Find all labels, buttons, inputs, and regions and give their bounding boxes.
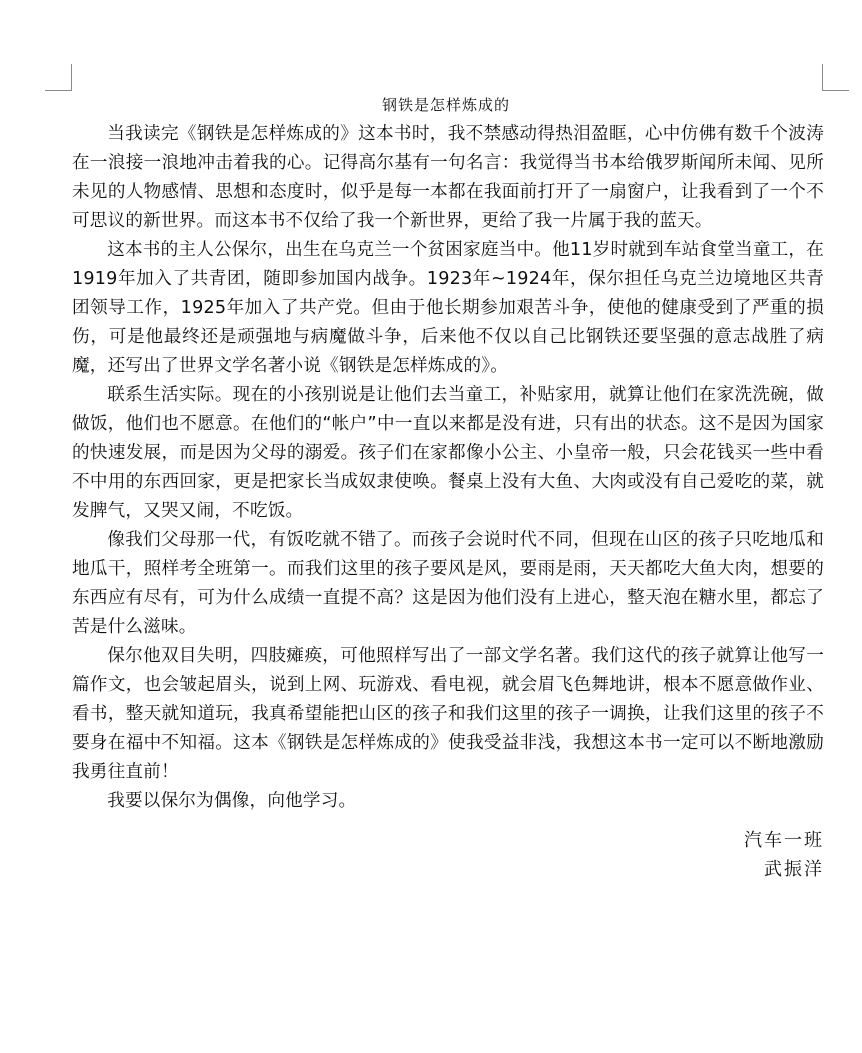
signature-author: 武振洋 xyxy=(764,859,824,880)
crop-mark-top-right xyxy=(822,64,849,91)
paragraph-5: 保尔他双目失明，四肢瘫痪，可他照样写出了一部文学名著。我们这代的孩子就算让他写一篇作文，也会皱起眉头，说到上网、玩游戏、看电视，就会眉飞色舞地讲，根本不愿意做作业、看书，整天就知道玩，我真希望能把山区的孩子和我们这里的孩子一调换，让我们这里的孩子不要身在福中不知福。这本《钢铁是怎样炼成的》使我受益非浅，我想这本书一定可以不断地激励我勇往直前！ xyxy=(72,646,824,782)
signature-class: 汽车一班 xyxy=(744,830,824,851)
paragraph-4: 像我们父母那一代，有饭吃就不错了。而孩子会说时代不同，但现在山区的孩子只吃地瓜和地瓜干，照样考全班第一。而我们这里的孩子要风是风，要雨是雨，天天都吃大鱼大肉，想要的东西应有尽有，可为什么成绩一直提不高？这是因为他们没有上进心，整天泡在糖水里，都忘了苦是什么滋味。 xyxy=(72,530,824,637)
paragraph-1: 当我读完《钢铁是怎样炼成的》这本书时，我不禁感动得热泪盈眶，心中仿佛有数千个波涛在一浪接一浪地冲击着我的心。记得高尔基有一句名言：我觉得当书本给俄罗斯闻所未闻、见所未见的人物感情、思想和态度时，似乎是每一本都在我面前打开了一扇窗户，让我看到了一个不可思议的新世界。而这本书不仅给了我一个新世界，更给了我一片属于我的蓝天。 xyxy=(72,124,824,231)
paragraph-3: 联系生活实际。现在的小孩别说是让他们去当童工，补贴家用，就算让他们在家洗洗碗，做做饭，他们也不愿意。在他们的“帐户”中一直以来都是没有进，只有出的状态。这不是因为国家的快速发展，而是因为父母的溺爱。孩子们在家都像小公主、小皇帝一般，只会花钱买一些中看不中用的东西回家，更是把家长当成奴隶使唤。餐桌上没有大鱼、大肉或没有自己爱吃的菜，就发脾气，又哭又闹，不吃饭。 xyxy=(72,385,824,521)
crop-mark-top-left xyxy=(45,64,72,91)
paragraph-6: 我要以保尔为偶像，向他学习。 xyxy=(107,791,357,811)
essay-body xyxy=(72,120,824,816)
essay-title: 钢铁是怎样炼成的 xyxy=(381,96,510,114)
paragraph-2: 这本书的主人公保尔，出生在乌克兰一个贫困家庭当中。他11岁时就到车站食堂当童工，在1919年加入了共青团，随即参加国内战争。1923年~1924年，保尔担任乌克兰边境地区共青团领导工作，1925年加入了共产党。但由于他长期参加艰苦斗争，使他的健康受到了严重的损伤，可是他最终还是顽强地与病魔做斗争，后来他不仅以自己比钢铁还要坚强的意志战胜了病魔，还写出了世界文学名著小说《钢铁是怎样炼成的》。 xyxy=(72,240,824,376)
